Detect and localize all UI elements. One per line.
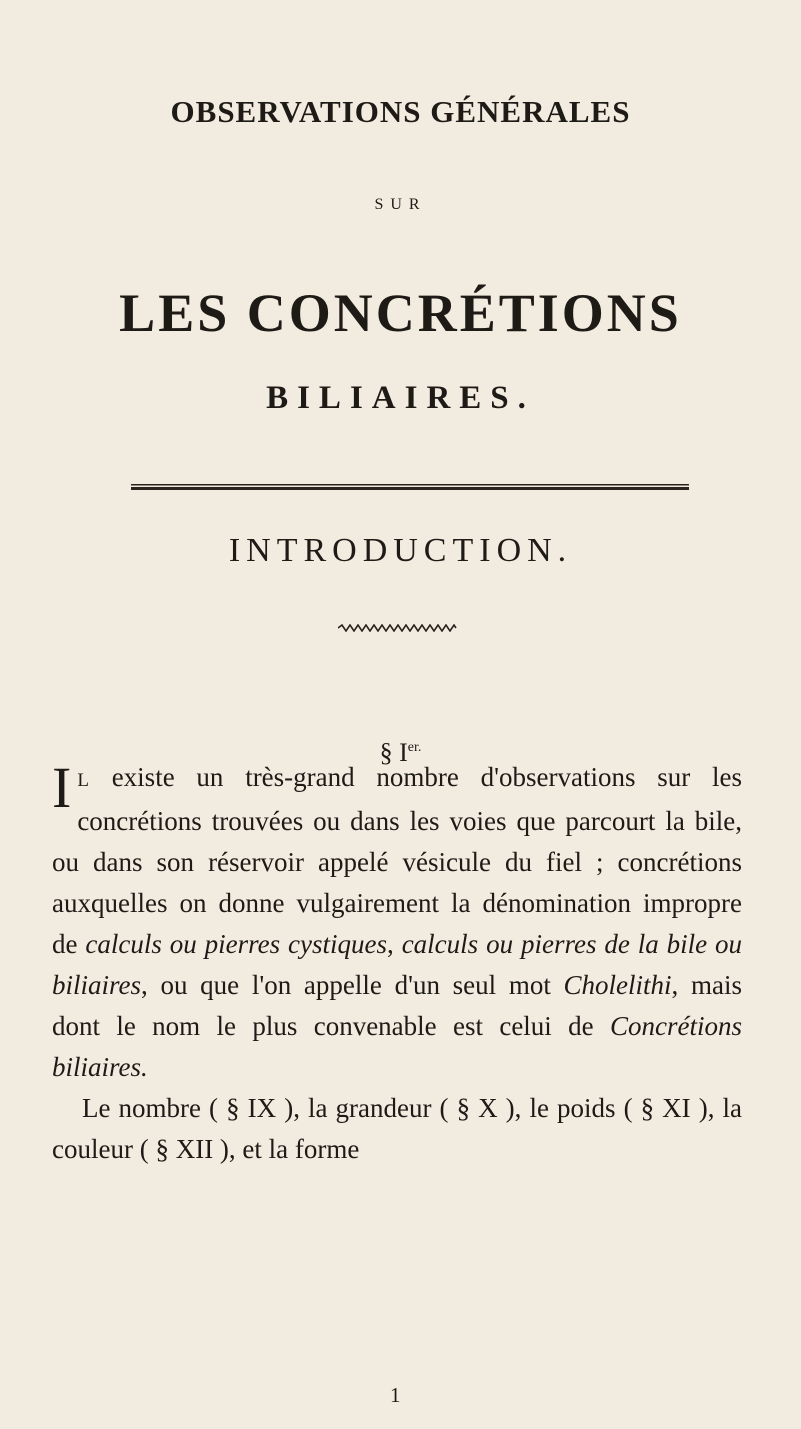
italic-term: calculs ou pierres de la bile ou biliaires (52, 929, 743, 1000)
small-cap: L (77, 770, 90, 791)
section-heading: INTRODUCTION. (228, 532, 573, 569)
title-sur: SUR (374, 196, 427, 213)
paragraph-mark-text: § I (379, 738, 408, 767)
paragraph-2: Le nombre ( § IX ), la grandeur ( § X ), le poids ( § XI ), la couleur ( § XII ), et la forme (52, 1093, 742, 1164)
drop-cap: I (52, 755, 72, 820)
ornament-divider (338, 624, 460, 632)
text-run: , (387, 929, 402, 959)
page-number: 1 (390, 1383, 401, 1407)
title-concretions: LES CONCRÉTIONS (119, 283, 682, 343)
text-run: , ou que l'on appelle d'un seul mot (141, 970, 564, 1000)
italic-term: calculs ou pierres cystiques (85, 929, 388, 959)
italic-term: Concrétions biliaires. (52, 1011, 742, 1082)
paragraph-1 (52, 757, 742, 1088)
text-run: , mais dont le nom le plus convenable est celui de (52, 970, 742, 1041)
title-observations: OBSERVATIONS GÉNÉRALES (170, 94, 631, 129)
body-text (52, 757, 742, 1170)
title-biliaires: BILIAIRES. (266, 380, 535, 416)
paragraph-mark-sup: er. (407, 740, 422, 755)
italic-term: Cholelithi (563, 970, 672, 1000)
text-run: existe un très-grand nombre d'observations sur les concrétions trouvées ou dans les voies que parcourt la bile, ou dans son réservoir appelé vésicule du fiel ; concrétions auxquelles on donne vulgairement la dénomination impropre de (52, 762, 742, 959)
title-rule (131, 483, 689, 493)
